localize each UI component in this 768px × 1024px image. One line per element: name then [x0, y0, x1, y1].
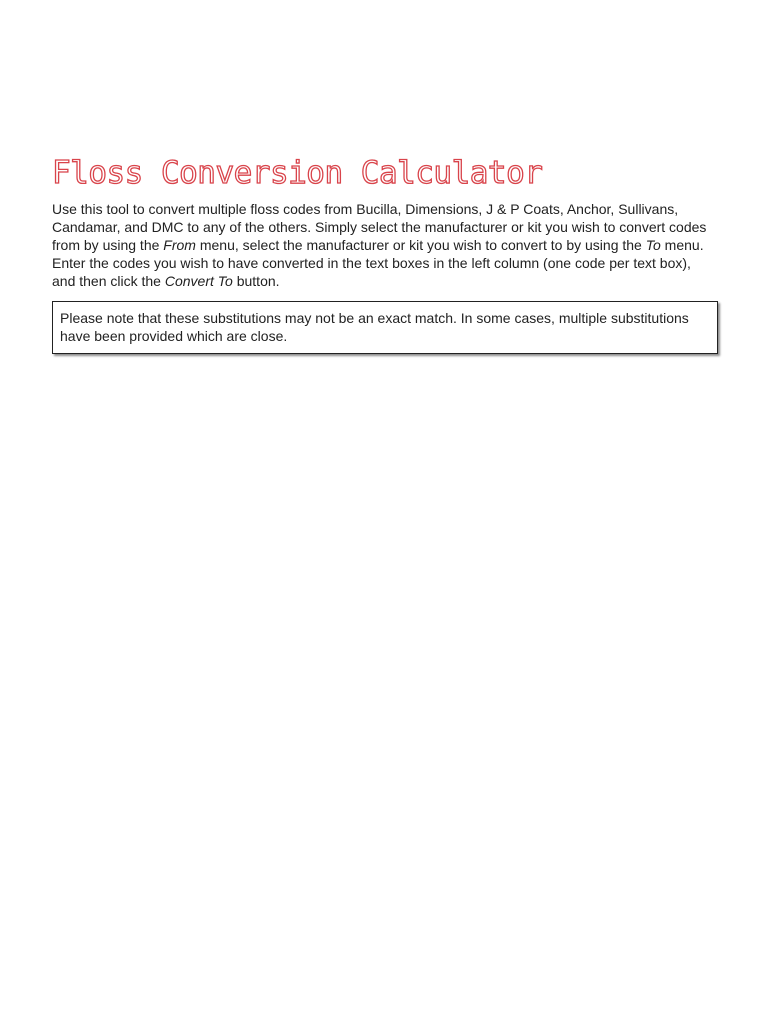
intro-text-1: Use this tool to convert multiple floss codes from Bucilla, Dimensions, J & P Coats, Anchor, Sullivans, Candamar, and DMC to any of the others. Simply select the manufacturer or kit you wish to convert codes from by using the: [52, 201, 707, 253]
notice-box: Please note that these substitutions may not be an exact match. In some cases, multiple substitutions have been provided which are close.: [52, 301, 718, 354]
to-menu-reference: To: [645, 237, 661, 253]
intro-text-2: menu, select the manufacturer or kit you wish to convert to by using the: [195, 237, 646, 253]
intro-text-3: menu. Enter the codes you wish to have converted in the text boxes in the left column (one code per text box), and then click the: [52, 237, 704, 289]
intro-text-4: button.: [232, 273, 280, 289]
intro-paragraph: [52, 200, 718, 290]
from-menu-reference: From: [163, 237, 196, 253]
convert-button-reference: Convert To: [164, 273, 233, 289]
main-content: [52, 152, 718, 354]
page-title: Floss Conversion Calculator: [52, 155, 543, 191]
